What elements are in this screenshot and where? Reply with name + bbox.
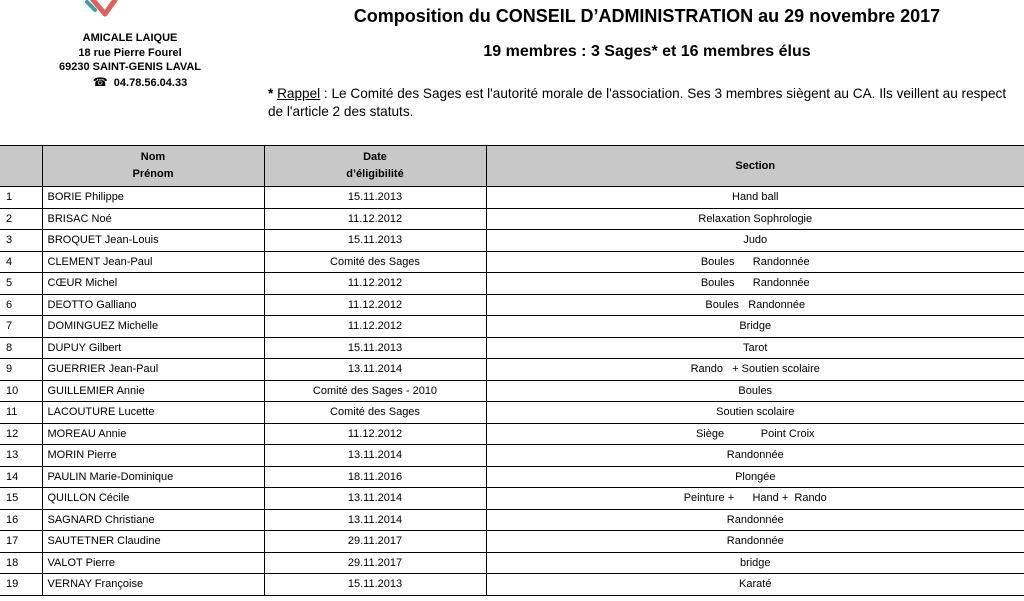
table-row [0,273,1024,295]
row-number: 17 [0,531,42,553]
member-section: Tarot [486,337,1024,359]
eligibility-date: 11.12.2012 [264,294,486,316]
header-name-line2: Prénom [132,168,174,180]
member-name: VERNAY Françoise [42,574,264,596]
table-row [0,445,1024,467]
table-row [0,488,1024,510]
note-label: Rappel [277,86,321,101]
member-name: MOREAU Annie [42,423,264,445]
member-section: Karaté [486,574,1024,596]
member-section: bridge [486,552,1024,574]
row-number: 5 [0,273,42,295]
member-section: Rando + Soutien scolaire [486,359,1024,381]
table-row [0,316,1024,338]
member-name: GUILLEMIER Annie [42,380,264,402]
table-row [0,337,1024,359]
page-title: Composition du CONSEIL D’ADMINISTRATION au 29 novembre 2017 [353,6,941,26]
eligibility-date: 29.11.2017 [264,531,486,553]
row-number: 3 [0,230,42,252]
row-number: 19 [0,574,42,596]
member-section: Peinture + Hand + Rando [486,488,1024,510]
member-name: CLEMENT Jean-Paul [42,251,264,273]
member-section: Boules [486,380,1024,402]
row-number: 11 [0,402,42,424]
table-row [0,251,1024,273]
org-phone: 04.78.56.04.33 [113,76,188,89]
member-name: QUILLON Cécile [42,488,264,510]
logo-icon [85,0,135,22]
reminder-note [268,85,1018,121]
header-section: Section [486,146,1024,187]
member-name: BRISAC Noé [42,208,264,230]
member-name: PAULIN Marie-Dominique [42,466,264,488]
table-row [0,552,1024,574]
eligibility-date: 11.12.2012 [264,273,486,295]
eligibility-date: 13.11.2014 [264,359,486,381]
table-row [0,230,1024,252]
header-name [42,146,264,187]
eligibility-date: 13.11.2014 [264,445,486,467]
table-row [0,359,1024,381]
organization-block [50,31,210,90]
row-number: 6 [0,294,42,316]
eligibility-date: 13.11.2014 [264,509,486,531]
header-date [264,146,486,187]
row-number: 7 [0,316,42,338]
eligibility-date: Comité des Sages - 2010 [264,380,486,402]
table-header-row [0,146,1024,187]
telephone-icon: ☎ [92,74,108,89]
eligibility-date: 11.12.2012 [264,208,486,230]
member-section: Randonnée [486,531,1024,553]
row-number: 2 [0,208,42,230]
row-number: 14 [0,466,42,488]
note-asterisk: * [268,86,278,101]
eligibility-date: 11.12.2012 [264,316,486,338]
eligibility-date: Comité des Sages [264,402,486,424]
row-number: 4 [0,251,42,273]
member-section: Plongée [486,466,1024,488]
member-name: LACOUTURE Lucette [42,402,264,424]
member-section: Hand ball [486,187,1024,209]
table-row [0,531,1024,553]
member-name: DEOTTO Galliano [42,294,264,316]
table-row [0,402,1024,424]
member-section: Boules Randonnée [486,294,1024,316]
member-section: Judo [486,230,1024,252]
member-name: BORIE Philippe [42,187,264,209]
member-section: Siège Point Croix [486,423,1024,445]
row-number: 12 [0,423,42,445]
row-number: 9 [0,359,42,381]
row-number: 10 [0,380,42,402]
note-text: : Le Comité des Sages est l'autorité morale de l'association. Ses 3 membres siègent au CA. Ils veillent au respect de l'article 2 des statuts. [268,86,1007,119]
row-number: 15 [0,488,42,510]
header-date-line2: d’éligibilité [346,168,404,180]
member-section: Randonnée [486,445,1024,467]
table-row [0,423,1024,445]
table-row [0,187,1024,209]
member-name: MORIN Pierre [42,445,264,467]
eligibility-date: 15.11.2013 [264,187,486,209]
row-number: 18 [0,552,42,574]
member-section: Boules Randonnée [486,251,1024,273]
table-row [0,466,1024,488]
page-subtitle: 19 membres : 3 Sages* et 16 membres élus [483,43,811,60]
member-section: Randonnée [486,509,1024,531]
row-number: 1 [0,187,42,209]
header-number [0,146,42,187]
member-name: SAUTETNER Claudine [42,531,264,553]
eligibility-date: 15.11.2013 [264,230,486,252]
table-row [0,509,1024,531]
table-row [0,208,1024,230]
eligibility-date: 11.12.2012 [264,423,486,445]
member-name: CŒUR Michel [42,273,264,295]
member-section: Relaxation Sophrologie [486,208,1024,230]
eligibility-date: 15.11.2013 [264,337,486,359]
header-date-line1: Date [363,151,387,163]
row-number: 13 [0,445,42,467]
header-name-line1: Nom [140,151,166,163]
row-number: 8 [0,337,42,359]
eligibility-date: Comité des Sages [264,251,486,273]
member-section: Soutien scolaire [486,402,1024,424]
org-name: AMICALE LAIQUE [82,32,178,44]
eligibility-date: 13.11.2014 [264,488,486,510]
member-name: GUERRIER Jean-Paul [42,359,264,381]
members-table [0,145,1024,596]
member-name: VALOT Pierre [42,552,264,574]
eligibility-date: 15.11.2013 [264,574,486,596]
eligibility-date: 18.11.2016 [264,466,486,488]
org-city: 69230 SAINT-GENIS LAVAL [58,61,202,73]
table-row [0,574,1024,596]
member-name: DOMINGUEZ Michelle [42,316,264,338]
member-section: Bridge [486,316,1024,338]
member-section: Boules Randonnée [486,273,1024,295]
table-row [0,294,1024,316]
table-row [0,380,1024,402]
org-phone-line [50,75,210,91]
eligibility-date: 29.11.2017 [264,552,486,574]
member-name: DUPUY Gilbert [42,337,264,359]
row-number: 16 [0,509,42,531]
member-name: SAGNARD Christiane [42,509,264,531]
member-name: BROQUET Jean-Louis [42,230,264,252]
org-street: 18 rue Pierre Fourel [78,46,182,59]
